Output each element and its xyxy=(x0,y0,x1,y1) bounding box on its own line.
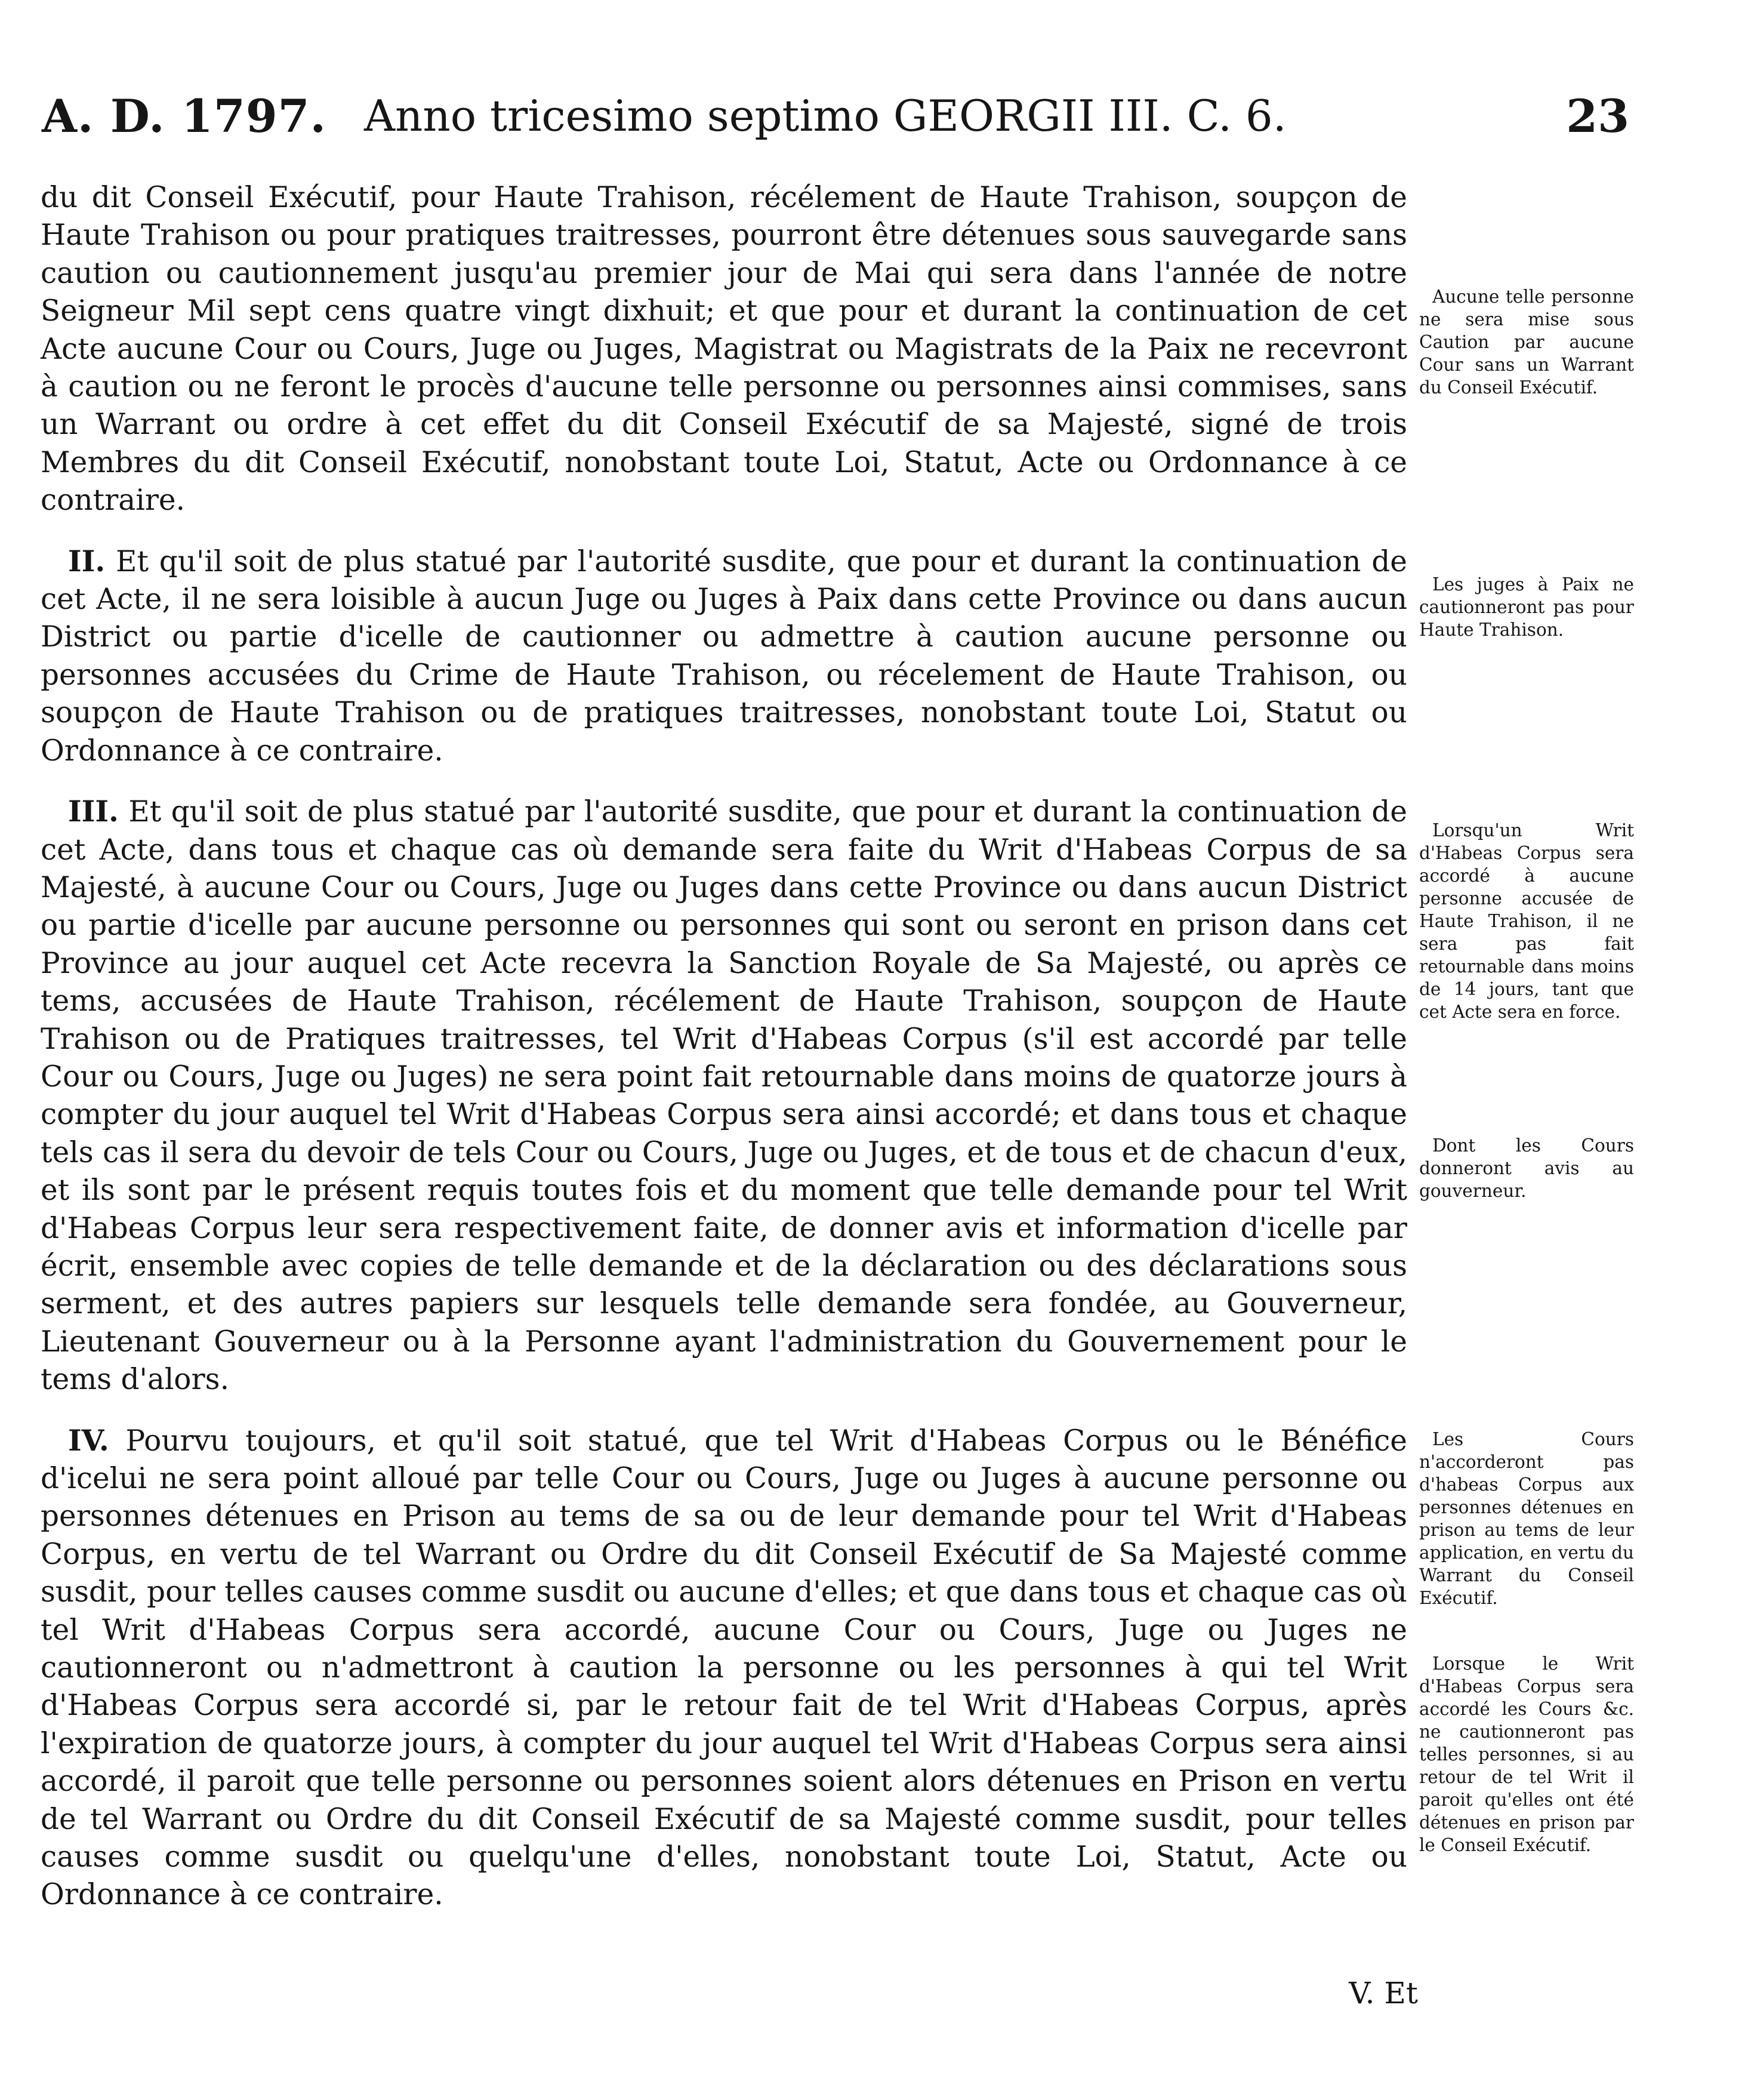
main-text xyxy=(41,179,1407,1914)
section-2 xyxy=(41,543,1407,770)
header-title: Anno tricesimo septimo GEORGII III. C. 6. xyxy=(364,91,1287,141)
margin-note: Lorsque le Writ d'Habeas Corpus sera accordé les Cours &c. ne cautionneront pas telles personnes, si au retour de tel Writ il paroit qu'elles ont été détenues en prison par le Conseil Exécutif. xyxy=(1419,1653,1634,1855)
section-number: III. xyxy=(68,795,119,829)
paragraph-text: du dit Conseil Exécutif, pour Haute Trahison, récélement de Haute Trahison, soupçon de Haute Trahison ou pour pratiques traitresses, pourront être détenues sous sauvegarde sans caution ou cautionnement jusqu'au premier jour de Mai qui sera dans l'année de notre Seigneur Mil sept cens quatre vingt dixhuit; et que pour et durant la continuation de cet Acte aucune Cour ou Cours, Juge ou Juges, Magistrat ou Magistrats de la Paix ne recevront à caution ou ne feront le procès d'aucune telle personne ou personnes ainsi commises, sans un Warrant ou ordre à cet effet du dit Conseil Exécutif de sa Majesté, signé de trois Membres du dit Conseil Exécutif, nonobstant toute Loi, Statut, Acte ou Ordonnance à ce contraire. xyxy=(41,181,1407,518)
margin-note: Les juges à Paix ne cautionneront pas pour Haute Trahison. xyxy=(1419,574,1634,640)
section-number: II. xyxy=(68,544,106,578)
header-year: A. D. 1797. xyxy=(42,90,326,143)
margin-note: Aucune telle personne ne sera mise sous Caution par aucune Cour sans un Warrant du Conseil Exécutif. xyxy=(1419,287,1634,398)
section-number: IV. xyxy=(68,1423,109,1458)
margin-note: Lorsqu'un Writ d'Habeas Corpus sera accordé à aucune personne accusée de Haute Trahison, il ne sera pas fait retournable dans moins de 14 jours, tant que cet Acte sera en force. xyxy=(1419,820,1634,1022)
paragraph-text: Et qu'il soit de plus statué par l'autorité susdite, que pour et durant la continuation de cet Acte, il ne sera loisible à aucun Juge ou Juges à Paix dans cette Province ou dans aucun District ou partie d'icelle de cautionner ou admettre à caution aucune personne ou personnes accusées du Crime de Haute Trahison, ou récelement de Haute Trahison, ou soupçon de Haute Trahison ou de pratiques traitresses, nonobstant toute Loi, Statut ou Ordonnance à ce contraire. xyxy=(41,544,1407,768)
page-number: 23 xyxy=(1566,90,1629,143)
catchword: V. Et xyxy=(1349,1976,1418,2010)
page-header xyxy=(42,90,1629,155)
margin-note: Les Cours n'accorderont pas d'habeas Corpus aux personnes détenues en prison au tems de leur application, en vertu du Warrant du Conseil Exécutif. xyxy=(1419,1429,1634,1608)
section-3 xyxy=(41,793,1407,1399)
paragraph-text: Et qu'il soit de plus statué par l'autorité susdite, que pour et durant la continuation de cet Acte, dans tous et chaque cas où demande sera faite du Writ d'Habeas Corpus de sa Majesté, à aucune Cour ou Cours, Juge ou Juges dans cette Province ou dans aucun District ou partie d'icelle par aucune personne ou personnes qui sont ou seront en prison dans cet Province au jour auquel cet Acte recevra la Sanction Royale de Sa Majesté, ou après ce tems, accusées de Haute Trahison, récélement de Haute Trahison, soupçon de Haute Trahison ou de Pratiques traitresses, tel Writ d'Habeas Corpus (s'il est accordé par telle Cour ou Cours, Juge ou Juges) ne sera point fait retournable dans moins de quatorze jours à compter du jour auquel tel Writ d'Habeas Corpus sera ainsi accordé; et dans tous et chaque tels cas il sera du devoir de tels Cour ou Cours, Juge ou Juges, et de tous et de chacun d'eux, et ils sont par le présent requis toutes fois et du moment que telle demande pour tel Writ d'Habeas Corpus leur sera respectivement faite, de donner avis et information d'icelle par écrit, ensemble avec copies de telle demande et de la déclaration ou des déclarations sous serment, et des autres papiers sur lesquels telle demande sera fondée, au Gouverneur, Lieutenant Gouverneur ou à la Personne ayant l'administration du Gouvernement pour le tems d'alors. xyxy=(41,795,1408,1397)
paragraph-continuation xyxy=(41,179,1407,520)
paragraph-text: Pourvu toujours, et qu'il soit statué, que tel Writ d'Habeas Corpus ou le Bénéfice d'icelui ne sera point alloué par telle Cour ou Cours, Juge ou Juges à aucune personne ou personnes détenues en Prison au tems de sa ou de leur demande pour tel Writ d'Habeas Corpus, en vertu de tel Warrant ou Ordre du dit Conseil Exécutif de Sa Majesté comme susdit, pour telles causes comme susdit ou aucune d'elles; et que dans tous et chaque cas où tel Writ d'Habeas Corpus sera accordé, aucune Cour ou Cours, Juge ou Juges ne cautionneront ou n'admettront à caution la personne ou les personnes à qui tel Writ d'Habeas Corpus sera accordé si, par le retour fait de tel Writ d'Habeas Corpus, après l'expiration de quatorze jours, à compter du jour auquel tel Writ d'Habeas Corpus sera ainsi accordé, il paroit que telle personne ou personnes soient alors détenues en Prison en vertu de tel Warrant ou Ordre du dit Conseil Exécutif de sa Majesté comme susdit, pour telles causes comme susdit ou quelqu'une d'elles, nonobstant toute Loi, Statut, Acte ou Ordonnance à ce contraire. xyxy=(41,1424,1408,1912)
section-4 xyxy=(41,1422,1407,1914)
margin-note: Dont les Cours donneront avis au gouverneur. xyxy=(1419,1135,1634,1201)
